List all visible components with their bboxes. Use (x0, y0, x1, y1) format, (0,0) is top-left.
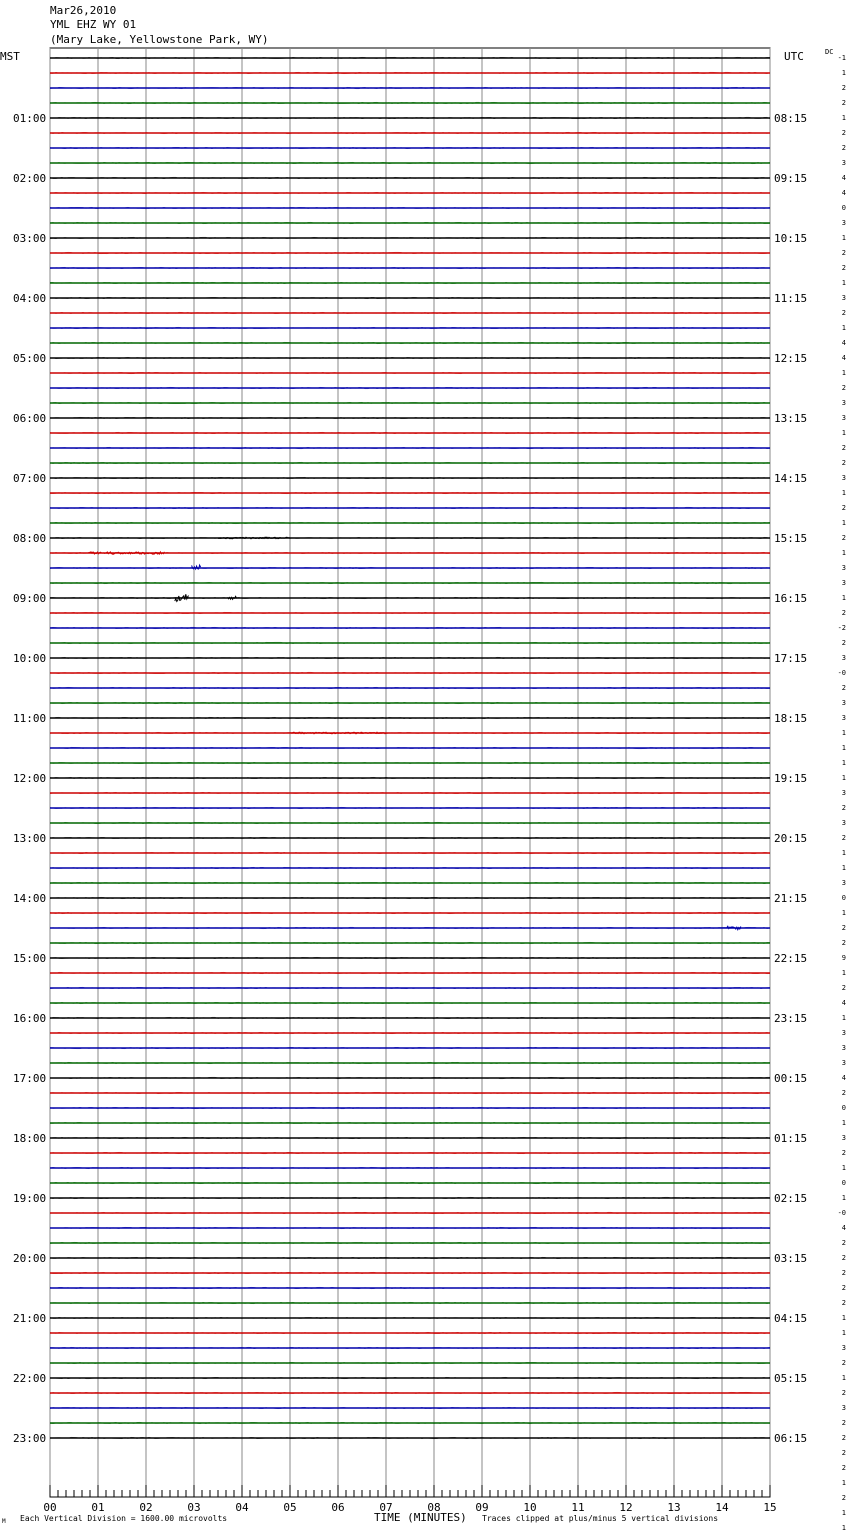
dc-header-label: DC (825, 48, 834, 56)
mst-hour-label: 15:00 (13, 952, 47, 965)
x-tick-label: 13 (667, 1501, 681, 1514)
dc-offset-value: 2 (841, 309, 846, 317)
dc-offset-value: 2 (841, 1434, 846, 1442)
dc-offset-value: 2 (841, 249, 846, 257)
utc-hour-label: 09:15 (774, 172, 808, 185)
dc-offset-value: 1 (841, 1119, 846, 1127)
utc-hour-label: 13:15 (774, 412, 808, 425)
dc-offset-value: 2 (841, 1149, 846, 1157)
dc-offset-value: 2 (841, 924, 846, 932)
dc-offset-value: 4 (841, 1224, 846, 1232)
dc-offset-value: 2 (841, 1419, 846, 1427)
dc-offset-value: 1 (841, 1194, 846, 1202)
dc-offset-value: 1 (841, 1014, 846, 1022)
utc-hour-label: 11:15 (774, 292, 808, 305)
mst-hour-label: 16:00 (13, 1012, 47, 1025)
dc-offset-value: 3 (841, 399, 846, 407)
utc-hour-label: 21:15 (774, 892, 808, 905)
dc-offset-value: 2 (841, 459, 846, 467)
x-tick-label: 12 (619, 1501, 633, 1514)
x-tick-label: 06 (331, 1501, 345, 1514)
dc-offset-value: 4 (841, 354, 846, 362)
utc-hour-label: 01:15 (774, 1132, 808, 1145)
dc-offset-value: -0 (837, 1209, 846, 1217)
dc-offset-value: 1 (841, 279, 846, 287)
mst-hour-label: 07:00 (13, 472, 47, 485)
dc-offset-value: 2 (841, 129, 846, 137)
x-tick-label: 11 (571, 1501, 585, 1514)
x-tick-label: 04 (235, 1501, 249, 1514)
dc-offset-value: 2 (841, 144, 846, 152)
mst-hour-label: 05:00 (13, 352, 47, 365)
dc-offset-value: 1 (841, 69, 846, 77)
dc-offset-value: 4 (841, 999, 846, 1007)
dc-offset-value: 1 (841, 849, 846, 857)
dc-offset-value: 0 (841, 894, 846, 902)
mst-hour-label: 11:00 (13, 712, 47, 725)
dc-offset-value: 1 (841, 114, 846, 122)
dc-offset-value: 3 (841, 819, 846, 827)
dc-offset-value: 3 (841, 789, 846, 797)
dc-offset-value: 1 (841, 594, 846, 602)
mst-hour-label: 09:00 (13, 592, 47, 605)
mst-hour-label: 21:00 (13, 1312, 47, 1325)
utc-hour-label: 20:15 (774, 832, 808, 845)
utc-hour-label: 05:15 (774, 1372, 808, 1385)
dc-offset-value: 4 (841, 339, 846, 347)
dc-offset-value: 1 (841, 729, 846, 737)
x-tick-label: 05 (283, 1501, 297, 1514)
utc-hour-label: 17:15 (774, 652, 808, 665)
mst-hour-label: 04:00 (13, 292, 47, 305)
dc-offset-value: 4 (841, 1074, 846, 1082)
utc-hour-label: 15:15 (774, 532, 808, 545)
dc-offset-value: 2 (841, 1254, 846, 1262)
mst-hour-label: 12:00 (13, 772, 47, 785)
mst-hour-label: 17:00 (13, 1072, 47, 1085)
dc-offset-value: 3 (841, 579, 846, 587)
mst-hour-label: 02:00 (13, 172, 47, 185)
mst-hour-label: 18:00 (13, 1132, 47, 1145)
x-tick-label: 00 (43, 1501, 57, 1514)
dc-offset-value: 2 (841, 1464, 846, 1472)
utc-hour-label: 12:15 (774, 352, 808, 365)
dc-offset-value: 3 (841, 474, 846, 482)
right-timezone-label: UTC (784, 50, 804, 63)
dc-offset-value: -2 (837, 624, 846, 632)
dc-offset-value: 1 (841, 429, 846, 437)
dc-offset-value: 3 (841, 654, 846, 662)
dc-offset-value: 1 (841, 519, 846, 527)
dc-offset-value: 1 (841, 759, 846, 767)
dc-offset-value: 2 (841, 444, 846, 452)
dc-offset-value: 2 (841, 1284, 846, 1292)
station-label: YML EHZ WY 01 (50, 18, 137, 31)
dc-offset-value: -1 (837, 54, 846, 62)
x-tick-label: 09 (475, 1501, 489, 1514)
x-tick-label: 02 (139, 1501, 153, 1514)
dc-offset-value: 2 (841, 609, 846, 617)
dc-offset-value: 1 (841, 909, 846, 917)
dc-offset-value: 2 (841, 99, 846, 107)
utc-hour-label: 04:15 (774, 1312, 808, 1325)
dc-offset-value: 0 (841, 1179, 846, 1187)
mst-hour-label: 10:00 (13, 652, 47, 665)
mst-hour-label: 14:00 (13, 892, 47, 905)
dc-offset-value: 2 (841, 1299, 846, 1307)
utc-hour-label: 14:15 (774, 472, 808, 485)
dc-offset-value: 3 (841, 219, 846, 227)
location-label: (Mary Lake, Yellowstone Park, WY) (50, 33, 269, 46)
mst-hour-label: 08:00 (13, 532, 47, 545)
dc-offset-value: 2 (841, 834, 846, 842)
mst-hour-label: 23:00 (13, 1432, 47, 1445)
dc-offset-value: 1 (841, 864, 846, 872)
dc-offset-value: 2 (841, 1239, 846, 1247)
dc-offset-value: 1 (841, 1509, 846, 1517)
dc-offset-value: 1 (841, 549, 846, 557)
dc-offset-value: 2 (841, 804, 846, 812)
scale-note: Each Vertical Division = 1600.00 microvolts (20, 1514, 228, 1523)
dc-offset-value: 3 (841, 414, 846, 422)
utc-hour-label: 23:15 (774, 1012, 808, 1025)
date-label: Mar26,2010 (50, 4, 117, 17)
dc-offset-value: 4 (841, 174, 846, 182)
dc-offset-value: 3 (841, 714, 846, 722)
dc-offset-value: 3 (841, 294, 846, 302)
dc-offset-value: 2 (841, 684, 846, 692)
dc-offset-value: 1 (841, 324, 846, 332)
dc-offset-value: 1 (841, 1329, 846, 1337)
mst-hour-label: 19:00 (13, 1192, 47, 1205)
dc-offset-value: 1 (841, 744, 846, 752)
dc-offset-value: 1 (841, 369, 846, 377)
dc-offset-value: 2 (841, 1389, 846, 1397)
x-tick-label: 10 (523, 1501, 537, 1514)
dc-offset-value: 1 (841, 1374, 846, 1382)
dc-offset-value: 0 (841, 204, 846, 212)
dc-offset-value: 3 (841, 564, 846, 572)
dc-offset-value: 3 (841, 1134, 846, 1142)
dc-offset-value: 2 (841, 939, 846, 947)
utc-hour-label: 16:15 (774, 592, 808, 605)
dc-offset-value: 2 (841, 1359, 846, 1367)
utc-hour-label: 03:15 (774, 1252, 808, 1265)
dc-offset-value: 2 (841, 984, 846, 992)
utc-hour-label: 02:15 (774, 1192, 808, 1205)
mst-hour-label: 03:00 (13, 232, 47, 245)
left-timezone-label: MST (0, 50, 20, 63)
dc-offset-value: 3 (841, 879, 846, 887)
corner-mark: M (2, 1518, 6, 1525)
dc-offset-value: 3 (841, 1404, 846, 1412)
x-tick-label: 08 (427, 1501, 441, 1514)
mst-hour-label: 20:00 (13, 1252, 47, 1265)
dc-offset-value: 1 (841, 489, 846, 497)
dc-offset-value: 1 (841, 1524, 846, 1532)
utc-hour-label: 19:15 (774, 772, 808, 785)
mst-hour-label: 22:00 (13, 1372, 47, 1385)
dc-offset-value: 3 (841, 1059, 846, 1067)
dc-offset-value: 2 (841, 534, 846, 542)
dc-offset-value: 3 (841, 159, 846, 167)
clip-note: Traces clipped at plus/minus 5 vertical divisions (482, 1514, 719, 1523)
dc-offset-value: -0 (837, 669, 846, 677)
dc-offset-value: 1 (841, 234, 846, 242)
x-tick-label: 01 (91, 1501, 105, 1514)
dc-offset-value: 1 (841, 774, 846, 782)
dc-offset-value: 3 (841, 1029, 846, 1037)
utc-hour-label: 22:15 (774, 952, 808, 965)
dc-offset-value: 2 (841, 384, 846, 392)
dc-offset-value: 3 (841, 1344, 846, 1352)
dc-offset-value: 1 (841, 969, 846, 977)
utc-hour-label: 06:15 (774, 1432, 808, 1445)
dc-offset-value: 4 (841, 189, 846, 197)
x-tick-label: 14 (715, 1501, 729, 1514)
mst-hour-label: 01:00 (13, 112, 47, 125)
mst-hour-label: 06:00 (13, 412, 47, 425)
plot-frame (50, 48, 770, 1497)
utc-hour-label: 10:15 (774, 232, 808, 245)
dc-offset-value: 2 (841, 84, 846, 92)
dc-offset-value: 1 (841, 1164, 846, 1172)
x-tick-label: 03 (187, 1501, 201, 1514)
dc-offset-value: 9 (841, 954, 846, 962)
seismic-event (228, 596, 237, 599)
dc-offset-value: 2 (841, 1269, 846, 1277)
dc-offset-value: 1 (841, 1314, 846, 1322)
dc-offset-value: 2 (841, 504, 846, 512)
mst-hour-label: 13:00 (13, 832, 47, 845)
dc-offset-value: 2 (841, 1089, 846, 1097)
dc-offset-value: 1 (841, 1479, 846, 1487)
dc-offset-value: 2 (841, 264, 846, 272)
dc-offset-value: 2 (841, 639, 846, 647)
dc-offset-value: 0 (841, 1104, 846, 1112)
dc-offset-value: 2 (841, 1449, 846, 1457)
utc-hour-label: 00:15 (774, 1072, 808, 1085)
utc-hour-label: 08:15 (774, 112, 808, 125)
dc-offset-value: 2 (841, 1494, 846, 1502)
x-tick-label: 07 (379, 1501, 393, 1514)
x-tick-label: 15 (763, 1501, 777, 1514)
dc-offset-value: 3 (841, 699, 846, 707)
dc-offset-value: 3 (841, 1044, 846, 1052)
x-axis-label: TIME (MINUTES) (374, 1511, 467, 1524)
utc-hour-label: 18:15 (774, 712, 808, 725)
